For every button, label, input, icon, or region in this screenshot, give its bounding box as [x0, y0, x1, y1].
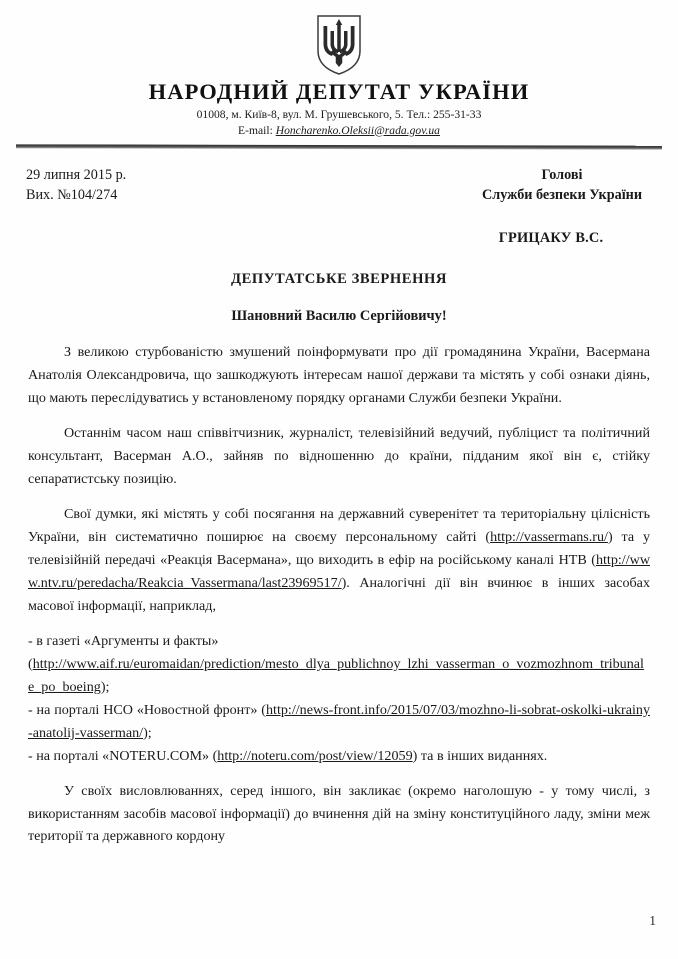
organization-email-line — [0, 123, 678, 138]
paragraph-4: У своїх висловлюваннях, серед іншого, він закликає (окремо наголошую - у тому числі, з використанням засобів масової інформації) до вчинення дій на зміну конституційного ладу, зміни меж території та державного кордону — [28, 782, 650, 845]
paragraph-1: З великою стурбованістю змушений поінформувати про дії громадянина України, Васермана Анатолія Олександровича, що зашкоджують інтересам нашої держави та містять у собі ознаки діянь, що мають переслідуватись у встановленому порядку органами Служби безпеки України. — [28, 344, 650, 407]
addressee-line-2: Служби безпеки України — [482, 187, 642, 204]
recipient-name: ГРИЦАКУ В.С. — [498, 230, 604, 247]
letter-origin-block — [26, 165, 126, 205]
noteru-article-link[interactable]: http://noteru.com/post/view/12059 — [217, 747, 413, 764]
email-label: E-mail: — [238, 123, 273, 137]
list-item-aif — [28, 630, 650, 699]
list-item-noteru — [28, 745, 650, 768]
letter-outgoing-number: Вих. №104/274 — [26, 187, 118, 204]
salutation: Шановний Василю Сергійовичу! — [231, 308, 447, 325]
list-item-aif-paren-close: ); — [100, 678, 110, 695]
list-item-news-front-suffix: ); — [143, 724, 152, 741]
letter-meta-row — [0, 149, 678, 247]
addressee-line-1: Голові — [541, 166, 583, 183]
list-item-aif-label: - в газеті «Аргументы и факты» — [28, 632, 219, 649]
paragraph-3-text-2: ) та у телевізійній передачі «Реакція Васермана», що виходить в ефір на російському каналі НТВ ( — [28, 528, 650, 568]
email-address-link[interactable]: Honcharenko.Oleksii@rada.gov.ua — [275, 123, 440, 137]
list-item-news-front — [28, 699, 650, 745]
letterhead — [0, 0, 678, 138]
ukrainian-trident-coat-of-arms-icon — [316, 14, 362, 76]
addressee-block — [482, 165, 656, 247]
document-title: ДЕПУТАТСЬКЕ ЗВЕРНЕННЯ — [231, 271, 447, 288]
list-item-noteru-suffix: ) та в інших виданнях. — [412, 747, 548, 764]
paragraph-3-text-1: Свої думки, які містять у собі посягання на державний суверенітет та територіальну цілісність України, він систематично поширює на своєму персональному сайті ( — [28, 505, 650, 545]
paragraph-3-text-3: ). Аналогічні дії він вчинює в інших засобах масової інформації, наприклад, — [28, 574, 650, 614]
paragraph-3 — [28, 503, 650, 618]
organization-address: 01008, м. Київ-8, вул. М. Грушевського, 5. Тел.: 255-31-33 — [196, 108, 482, 122]
list-item-news-front-label: - на порталі НСО «Новостной фронт» ( — [28, 701, 266, 718]
aif-article-link[interactable]: http://www.aif.ru/euromaidan/prediction/mesto_dlya_publichnoy_lzhi_vasserman_o_vozmozhnom_tribunale_po_boeing — [28, 655, 644, 695]
document-body — [0, 341, 678, 848]
news-front-article-link[interactable]: http://news-front.info/2015/07/03/mozhno-li-sobrat-oskolki-ukrainy-anatolij-vasserman/ — [28, 701, 650, 741]
list-item-noteru-label: - на порталі «NOTERU.COM» ( — [28, 747, 218, 764]
paragraph-2: Останнім часом наш співвітчизник, журналіст, телевізійний ведучий, публіцист та політичний консультант, Васерман А.О., зайняв по відношенню до країни, підданим якої він є, стійку сепаратистську позицію. — [28, 424, 650, 487]
page-number: 1 — [649, 913, 656, 928]
ntv-peredacha-link[interactable]: http://www.ntv.ru/peredacha/Reakcia_Vassermana/last23969517/ — [28, 551, 650, 591]
organization-title: НАРОДНИЙ ДЕПУТАТ УКРАЇНИ — [148, 79, 530, 104]
list-item-aif-paren-open: ( — [28, 655, 33, 672]
vassermans-site-link[interactable]: http://vassermans.ru/ — [490, 528, 608, 545]
letter-date: 29 липня 2015 р. — [26, 166, 127, 183]
